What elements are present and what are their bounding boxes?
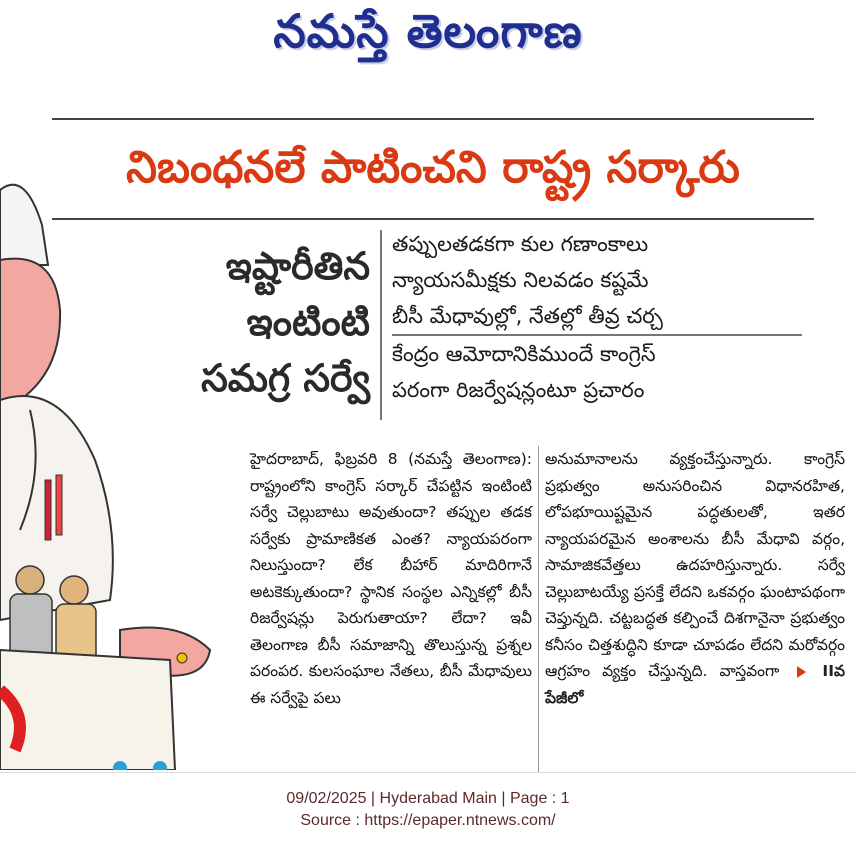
- headline: నిబంధనలే పాటించని రాష్ట్ర సర్కారు: [126, 142, 740, 193]
- source-link[interactable]: Source : https://epaper.ntnews.com/: [300, 812, 556, 829]
- article-column-2-text: అనుమానాలను వ్యక్తంచేస్తున్నారు. కాంగ్రెస్ ప్రభుత్వం అనుసరించిన విధానరహిత, లోపభూయిష్టమైన పద్ధతులతో, ఇతర న్యాయపరమైన అంశాలను బీసీ మేధావి వర్గం, సామాజికవేత్తలు ఉదహరిస్తున్నారు. సర్వే చెల్లుబాటయ్యే ప్రసక్తే లేదని ఒకవర్గం ఘంటాపథంగా చెప్తున్నది. చట్టబద్ధత కల్పించే దిశగానైనా ప్రభుత్వం కనీసం చిత్తశుద్ధిని కూడా చూపడం లేదని మరోవర్గం ఆగ్రహం వ్యక్తం చేస్తున్నది. వాస్తవంగా: [545, 450, 845, 680]
- kicker-divider: [380, 230, 382, 420]
- headline-top-rule: [52, 118, 814, 120]
- article-column-2: [545, 446, 845, 711]
- edition-info: 09/02/2025 | Hyderabad Main | Page : 1: [286, 790, 570, 807]
- kicker: [150, 238, 370, 406]
- kicker-line-3: సమగ్ర సర్వే: [201, 356, 370, 400]
- article-column-1: హైదరాబాద్, ఫిబ్రవరి 8 (నమస్తే తెలంగాణ): రాష్ట్రంలోని కాంగ్రెస్ సర్కార్ చేపట్టిన ఇంటింటి సర్వే చెల్లుబాటు అవుతుందా? తప్పుల తడక సర్వేకు ప్రామాణికత ఎంత? న్యాయపరంగా నిలుస్తుందా? లేక బీహార్ మాదిరిగానే అటకెక్కుతుందా? స్థానిక సంస్థల ఎన్నికల్లో బీసీ రిజర్వేషన్లు పెరుగుతాయా? లేదా? ఇవీ తెలంగాణ బీసీ సమాజాన్ని తొలుస్తున్న ప్రశ్నల పరంపర. కులసంఘాల నేతలు, బీసీ మేధావులు ఈ సర్వేపై పలు: [250, 450, 532, 707]
- masthead: [0, 0, 856, 80]
- subhead-1: తప్పులతడకగా కుల గణాంకాలు: [392, 232, 649, 256]
- subhead-4: కేంద్రం ఆమోదానికిముందే కాంగ్రెస్: [392, 342, 656, 366]
- kicker-line-2: ఇంటింటి: [246, 300, 370, 344]
- subhead-3: బీసీ మేధావుల్లో, నేతల్లో తీవ్ర చర్చ: [392, 298, 802, 336]
- arrow-right-icon: [797, 666, 806, 678]
- kicker-line-1: ఇష్టారీతిన: [225, 244, 370, 288]
- subhead-2: న్యాయసమీక్షకు నిలవడం కష్టమే: [392, 268, 649, 292]
- column-divider: [538, 446, 539, 772]
- subhead-5: పరంగా రిజర్వేషన్లంటూ ప్రచారం: [392, 378, 645, 402]
- continued-on-page-link[interactable]: IIవ పేజీలో: [545, 662, 845, 707]
- subheads: [392, 226, 802, 408]
- newspaper-logo: నమస్తే తెలంగాణ: [273, 4, 583, 58]
